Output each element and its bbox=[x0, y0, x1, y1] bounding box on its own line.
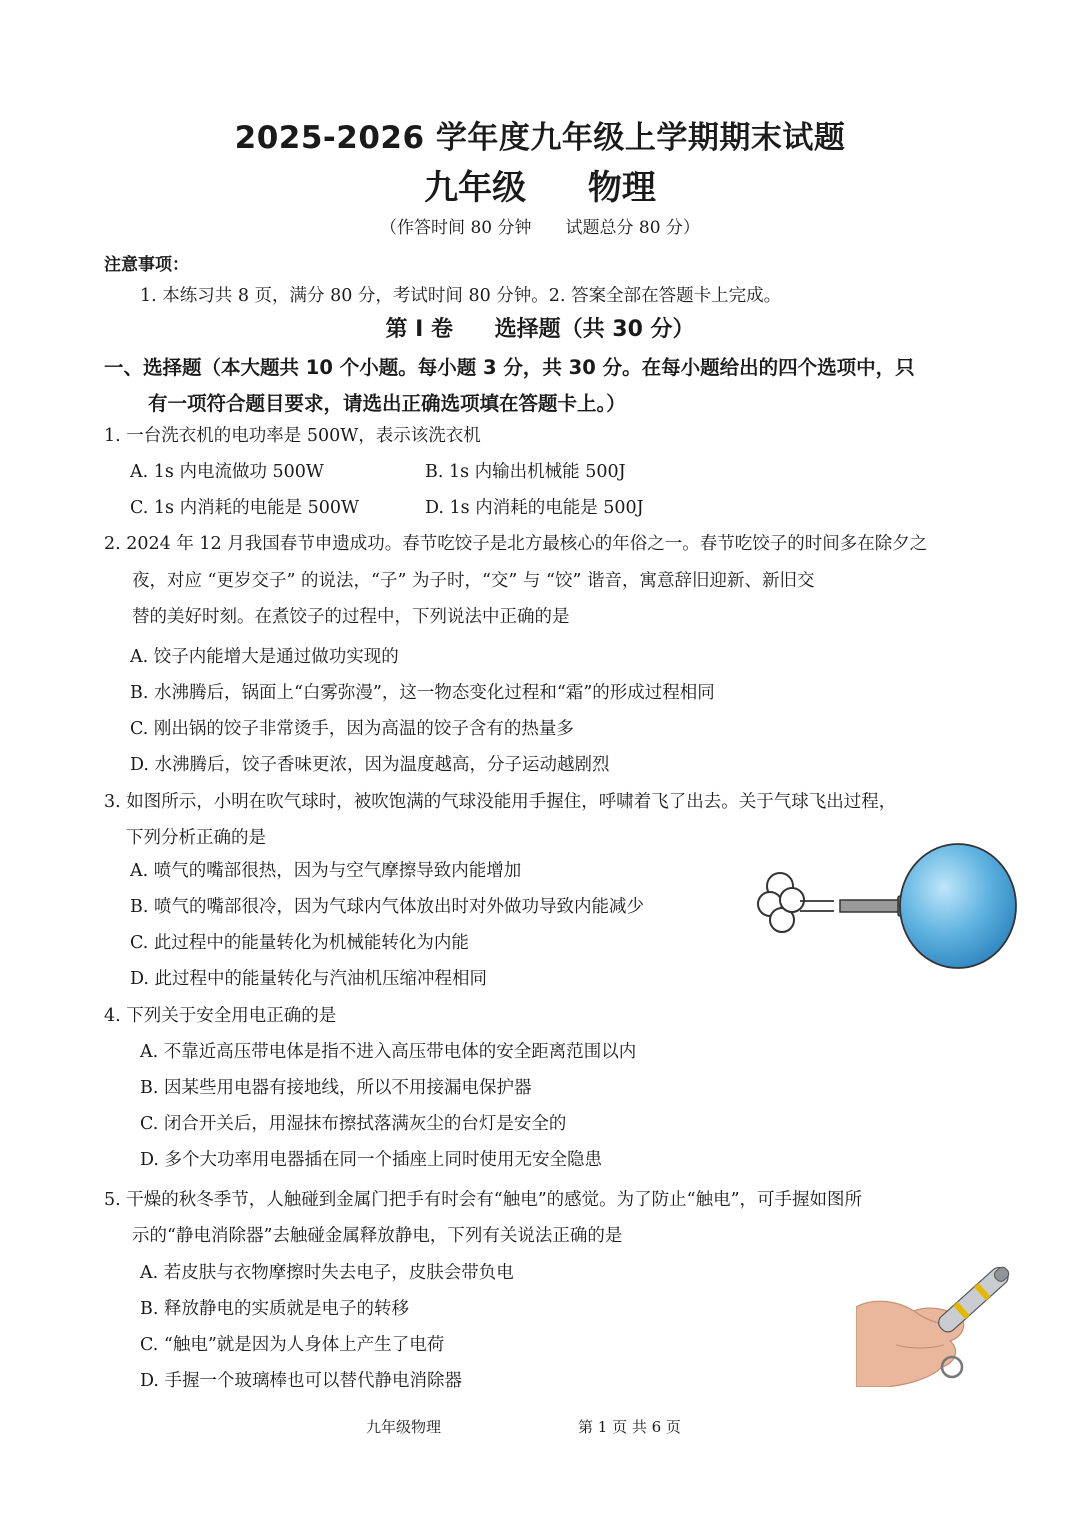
question-2-option-c: C. 刚出锅的饺子非常烫手，因为高温的饺子含有的热量多 bbox=[130, 719, 574, 739]
grade-label: 九年级 bbox=[424, 168, 527, 208]
question-2-option-b: B. 水沸腾后，锅面上“白雾弥漫”，这一物态变化过程和“霜”的形成过程相同 bbox=[130, 683, 715, 703]
section-name: 选择题（共 30 分） bbox=[494, 317, 695, 342]
question-4-stem: 4. 下列关于安全用电正确的是 bbox=[104, 1006, 337, 1026]
exam-title: 2025-2026 学年度九年级上学期期末试题 bbox=[234, 120, 846, 156]
subject-label: 物理 bbox=[587, 168, 656, 208]
section-volume: 第 I 卷 bbox=[385, 317, 453, 342]
question-4-option-c: C. 闭合开关后，用湿抹布擦拭落满灰尘的台灯是安全的 bbox=[140, 1114, 567, 1134]
question-3-option-c: C. 此过程中的能量转化为机械能转化为内能 bbox=[130, 933, 469, 953]
question-5-option-c: C. “触电”就是因为人身体上产生了电荷 bbox=[140, 1335, 445, 1355]
question-1-option-d: D. 1s 内消耗的电能是 500J bbox=[425, 498, 644, 518]
question-3-option-b: B. 喷气的嘴部很冷，因为气球内气体放出时对外做功导致内能减少 bbox=[130, 897, 644, 917]
question-1-option-a: A. 1s 内电流做功 500W bbox=[130, 462, 324, 482]
balloon-figure bbox=[752, 838, 1024, 970]
question-2-option-d: D. 水沸腾后，饺子香味更浓，因为温度越高，分子运动越剧烈 bbox=[130, 755, 610, 775]
footer-page-number: 第 1 页 共 6 页 bbox=[578, 1418, 681, 1436]
part-instructions bbox=[104, 350, 984, 422]
question-2-stem-line-2: 夜，对应 “更岁交子” 的说法，“子” 为子时，“交” 与 “饺” 谐音，寓意辞旧迎新、新旧交 bbox=[132, 571, 815, 591]
question-2-stem-line-3: 替的美好时刻。在煮饺子的过程中，下列说法中正确的是 bbox=[132, 607, 570, 627]
question-3-stem-line-1: 3. 如图所示，小明在吹气球时，被吹饱满的气球没能用手握住，呼啸着飞了出去。关于气球飞出过程， bbox=[104, 792, 897, 812]
balloon-icon bbox=[900, 844, 1016, 968]
air-puff-icon bbox=[758, 873, 804, 932]
question-5-option-a: A. 若皮肤与衣物摩擦时失去电子，皮肤会带负电 bbox=[140, 1263, 514, 1283]
question-5-option-b: B. 释放静电的实质就是电子的转移 bbox=[140, 1299, 409, 1319]
static-eliminator-photo bbox=[856, 1245, 1016, 1387]
question-3-option-a: A. 喷气的嘴部很热，因为与空气摩擦导致内能增加 bbox=[130, 861, 522, 881]
time-info: （作答时间 80 分钟 试题总分 80 分） bbox=[380, 218, 700, 238]
question-2-stem-line-1: 2. 2024 年 12 月我国春节申遗成功。春节吃饺子是北方最核心的年俗之一。春节吃饺子的时间多在除夕之 bbox=[104, 534, 928, 554]
exam-subtitle bbox=[0, 160, 1080, 209]
notice-text: 1. 本练习共 8 页，满分 80 分，考试时间 80 分钟。2. 答案全部在答题卡上完成。 bbox=[140, 286, 782, 306]
section-heading bbox=[0, 312, 1080, 343]
question-3-stem-line-2: 下列分析正确的是 bbox=[126, 828, 266, 848]
question-1-option-c: C. 1s 内消耗的电能是 500W bbox=[130, 498, 360, 518]
question-1-stem: 1. 一台洗衣机的电功率是 500W，表示该洗衣机 bbox=[104, 426, 481, 446]
question-4-option-b: B. 因某些用电器有接地线，所以不用接漏电保护器 bbox=[140, 1078, 532, 1098]
question-2-option-a: A. 饺子内能增大是通过做功实现的 bbox=[130, 647, 399, 667]
part-line-1: 一、选择题（本大题共 10 个小题。每小题 3 分，共 30 分。在每小题给出的四个选项中，只 bbox=[104, 356, 915, 379]
question-5-stem-line-1: 5. 干燥的秋冬季节，人触碰到金属门把手有时会有“触电”的感觉。为了防止“触电”，可手握如图所 bbox=[104, 1190, 863, 1210]
question-4-option-a: A. 不靠近高压带电体是指不进入高压带电体的安全距离范围以内 bbox=[140, 1042, 637, 1062]
question-4-option-d: D. 多个大功率用电器插在同一个插座上同时使用无安全隐患 bbox=[140, 1150, 603, 1170]
question-3-option-d: D. 此过程中的能量转化与汽油机压缩冲程相同 bbox=[130, 969, 488, 989]
question-1-option-b: B. 1s 内输出机械能 500J bbox=[425, 462, 626, 482]
question-5-option-d: D. 手握一个玻璃棒也可以替代静电消除器 bbox=[140, 1371, 463, 1391]
footer-subject: 九年级物理 bbox=[366, 1418, 442, 1436]
part-line-2: 有一项符合题目要求，请选出正确选项填在答题卡上。） bbox=[148, 392, 626, 415]
question-5-stem-line-2: 示的“静电消除器”去触碰金属释放静电，下列有关说法正确的是 bbox=[132, 1226, 623, 1246]
notice-label: 注意事项： bbox=[104, 255, 189, 275]
